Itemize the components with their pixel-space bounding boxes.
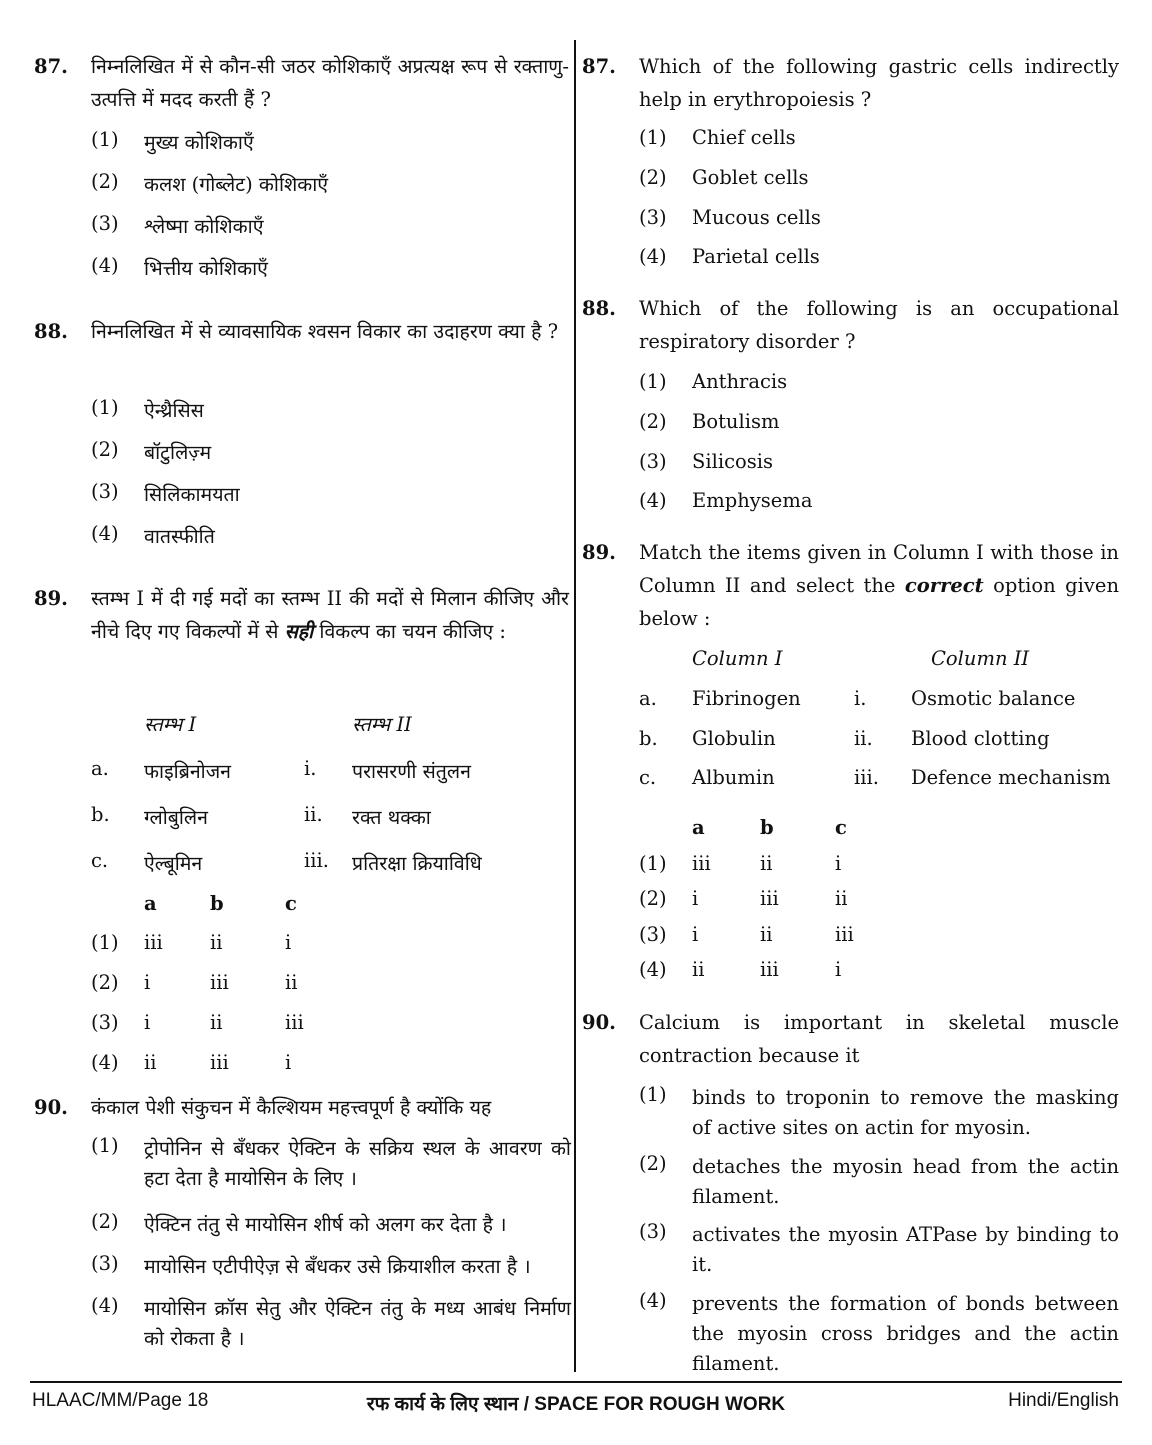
- option-text: ऐक्टिन तंतु से मायोसिन शीर्ष को अलग कर देता है ।: [144, 1213, 507, 1236]
- question-text: निम्नलिखित में से कौन-सी जठर कोशिकाएँ अप्रत्यक्ष रूप से रक्ताणु-उत्पत्ति में मदद करती हैं ?: [91, 55, 569, 111]
- answer-c: ii: [285, 971, 298, 994]
- option-text: वातस्फीति: [144, 525, 215, 548]
- match-col2: Osmotic balance: [911, 687, 1076, 710]
- option-number: (2): [91, 170, 119, 193]
- match-col2: रक्त थक्का: [352, 806, 431, 829]
- answer-a: ii: [692, 958, 705, 981]
- question-text: स्तम्भ I में दी गई मदों का स्तम्भ II की मदों से मिलान कीजिए और नीचे दिए गए विकल्पों में से सही विकल्प का चयन कीजिए :: [91, 587, 569, 643]
- match-col1: फाइब्रिनोजन: [144, 760, 232, 783]
- match-col2: Blood clotting: [911, 727, 1050, 750]
- question-text: कंकाल पेशी संकुचन में कैल्शियम महत्त्वपूर्ण है क्योंकि यह: [91, 1096, 492, 1119]
- option-number: (4): [91, 254, 119, 277]
- match-key: c.: [639, 766, 657, 789]
- option-text: Anthracis: [692, 370, 788, 393]
- option-text: detaches the myosin head from the actin filament.: [692, 1155, 1119, 1208]
- answer-head: c: [835, 816, 847, 839]
- match-roman: i.: [854, 687, 867, 710]
- answer-a: iii: [692, 852, 711, 875]
- option-text: मायोसिन क्रॉस सेतु और ऐक्टिन तंतु के मध्य आबंध निर्माण को रोकता है ।: [144, 1297, 571, 1350]
- page-code: HLAAC/MM/Page 18: [32, 1390, 209, 1411]
- match-roman: iii.: [854, 766, 879, 789]
- option-text: मुख्य कोशिकाएँ: [144, 131, 254, 154]
- emphasis: correct: [904, 574, 984, 597]
- match-col1: Albumin: [692, 766, 775, 789]
- match-roman: ii.: [854, 727, 873, 750]
- answer-number: (1): [639, 852, 667, 875]
- option-text: Emphysema: [692, 489, 813, 512]
- option-text: कलश (गोब्लेट) कोशिकाएँ: [144, 173, 329, 196]
- match-col1: ग्लोबुलिन: [144, 806, 208, 829]
- option-number: (1): [91, 128, 119, 151]
- match-col2: प्रतिरक्षा क्रियाविधि: [352, 852, 482, 875]
- option-text: Botulism: [692, 410, 780, 433]
- question-number: 88.: [34, 320, 68, 343]
- match-key: b.: [639, 727, 658, 750]
- answer-head: c: [285, 892, 297, 915]
- match-col1: Fibrinogen: [692, 687, 801, 710]
- match-col1: ऐल्बूमिन: [144, 852, 203, 875]
- option-text: ऐन्थ्रैसिस: [144, 399, 204, 422]
- answer-a: i: [144, 971, 151, 994]
- column-2-heading: स्तम्भ II: [352, 713, 412, 736]
- option-number: (2): [91, 438, 119, 461]
- option-text: prevents the formation of bonds between the myosin cross bridges and the actin filament.: [692, 1292, 1119, 1375]
- answer-number: (4): [639, 958, 667, 981]
- column-1-heading: स्तम्भ I: [144, 713, 197, 736]
- question-text: निम्नलिखित में से व्यावसायिक श्वसन विकार का उदाहरण क्या है ?: [91, 320, 559, 343]
- answer-number: (2): [91, 971, 119, 994]
- rough-work-label: रफ कार्य के लिए स्थान / SPACE FOR ROUGH WORK: [366, 1394, 786, 1415]
- answer-number: (4): [91, 1051, 119, 1074]
- option-number: (3): [639, 1220, 667, 1243]
- answer-b: iii: [210, 1051, 229, 1074]
- match-roman: iii.: [304, 849, 329, 872]
- option-number: (3): [639, 450, 667, 473]
- footer-rule: [30, 1381, 1122, 1383]
- answer-b: ii: [210, 931, 223, 954]
- match-roman: i.: [304, 757, 317, 780]
- answer-number: (2): [639, 887, 667, 910]
- option-text: Parietal cells: [692, 245, 820, 268]
- answer-number: (3): [91, 1011, 119, 1034]
- match-col2: Defence mechanism: [911, 766, 1111, 789]
- option-text: Goblet cells: [692, 166, 809, 189]
- answer-b: ii: [760, 852, 773, 875]
- option-number: (1): [639, 126, 667, 149]
- answer-b: iii: [210, 971, 229, 994]
- question-text: Calcium is important in skeletal muscle contraction because it: [639, 1011, 1119, 1067]
- question-number: 88.: [582, 297, 616, 320]
- question-number: 89.: [34, 587, 68, 610]
- answer-a: i: [692, 887, 699, 910]
- answer-c: iii: [285, 1011, 304, 1034]
- option-number: (2): [91, 1210, 119, 1233]
- question-number: 87.: [34, 55, 68, 78]
- option-text: Mucous cells: [692, 206, 821, 229]
- option-number: (1): [91, 1134, 119, 1157]
- language-label: Hindi/English: [1008, 1390, 1119, 1411]
- answer-b: iii: [760, 958, 779, 981]
- answer-c: ii: [835, 887, 848, 910]
- answer-b: ii: [210, 1011, 223, 1034]
- option-number: (3): [91, 480, 119, 503]
- answer-a: i: [692, 923, 699, 946]
- option-number: (1): [639, 370, 667, 393]
- match-col2: परासरणी संतुलन: [352, 760, 471, 783]
- option-number: (1): [639, 1083, 667, 1106]
- answer-a: iii: [144, 931, 163, 954]
- option-text: बॉटुलिज़्म: [144, 441, 212, 464]
- option-number: (4): [91, 1294, 119, 1317]
- answer-c: iii: [835, 923, 854, 946]
- option-number: (3): [91, 1252, 119, 1275]
- option-number: (4): [639, 489, 667, 512]
- option-text: activates the myosin ATPase by binding to it.: [692, 1223, 1119, 1276]
- match-key: a.: [639, 687, 657, 710]
- answer-b: ii: [760, 923, 773, 946]
- option-text: भित्तीय कोशिकाएँ: [144, 257, 268, 280]
- option-text: मायोसिन एटीपीऐज़ से बँधकर उसे क्रियाशील करता है ।: [144, 1255, 531, 1278]
- column-2-heading: Column II: [931, 647, 1030, 670]
- answer-head: a: [692, 816, 705, 839]
- option-number: (2): [639, 410, 667, 433]
- column-1-heading: Column I: [692, 647, 783, 670]
- option-number: (4): [91, 522, 119, 545]
- answer-b: iii: [760, 887, 779, 910]
- emphasis: सही: [284, 620, 314, 643]
- answer-head: b: [760, 816, 774, 839]
- option-number: (3): [91, 212, 119, 235]
- option-number: (3): [639, 206, 667, 229]
- question-number: 87.: [582, 55, 616, 78]
- option-text: सिलिकामयता: [144, 483, 240, 506]
- option-number: (2): [639, 166, 667, 189]
- answer-head: a: [144, 892, 157, 915]
- question-number: 90.: [34, 1096, 68, 1119]
- match-key: c.: [91, 849, 109, 872]
- option-text: Silicosis: [692, 450, 773, 473]
- answer-c: i: [285, 1051, 292, 1074]
- option-number: (4): [639, 245, 667, 268]
- match-col1: Globulin: [692, 727, 776, 750]
- answer-a: i: [144, 1011, 151, 1034]
- option-number: (2): [639, 1152, 667, 1175]
- option-text: ट्रोपोनिन से बँधकर ऐक्टिन के सक्रिय स्थल के आवरण को हटा देता है मायोसिन के लिए ।: [144, 1137, 571, 1190]
- option-number: (1): [91, 396, 119, 419]
- answer-c: i: [835, 852, 842, 875]
- match-roman: ii.: [304, 803, 323, 826]
- answer-a: ii: [144, 1051, 157, 1074]
- question-text: Which of the following gastric cells indirectly help in erythropoiesis ?: [639, 55, 1119, 111]
- option-text: Chief cells: [692, 126, 796, 149]
- option-text: श्लेष्मा कोशिकाएँ: [144, 215, 264, 238]
- answer-c: i: [285, 931, 292, 954]
- question-text: Which of the following is an occupational respiratory disorder ?: [639, 297, 1119, 353]
- match-key: b.: [91, 803, 110, 826]
- match-key: a.: [91, 757, 109, 780]
- question-text: Match the items given in Column I with those in Column II and select the correct option given below :: [639, 541, 1119, 630]
- option-number: (4): [639, 1289, 667, 1312]
- answer-number: (3): [639, 923, 667, 946]
- answer-c: i: [835, 958, 842, 981]
- question-number: 90.: [582, 1011, 616, 1034]
- column-divider: [574, 40, 576, 1372]
- question-number: 89.: [582, 541, 616, 564]
- answer-number: (1): [91, 931, 119, 954]
- option-text: binds to troponin to remove the masking of active sites on actin for myosin.: [692, 1086, 1119, 1139]
- answer-head: b: [210, 892, 224, 915]
